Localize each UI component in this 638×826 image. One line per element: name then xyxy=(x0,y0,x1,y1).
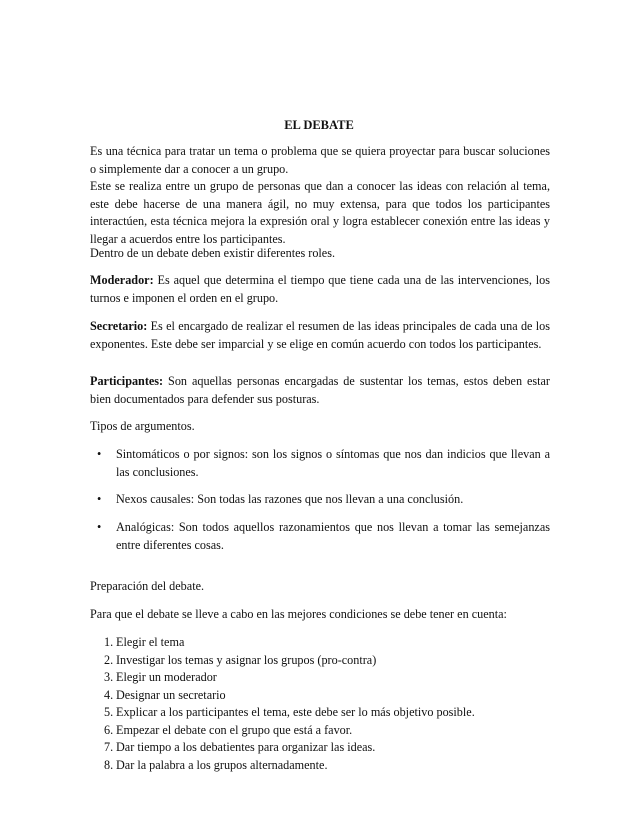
preparation-step xyxy=(90,687,550,705)
preparation-heading-text: Preparación del debate. xyxy=(90,579,205,593)
preparation-intro xyxy=(90,606,550,624)
argument-types-list xyxy=(90,446,550,481)
step-number: 4. xyxy=(104,687,114,702)
role-text-moderador: Es aquel que determina el tiempo que tiene cada una de las intervenciones, los turnos e imponen el orden en el grupo. xyxy=(90,273,550,305)
step-number: 1. xyxy=(104,635,114,649)
roles-intro-text: Dentro de un debate deben existir diferentes roles. xyxy=(90,246,336,260)
argument-type-item xyxy=(90,491,550,509)
step-number: 8. xyxy=(104,757,114,772)
step-text: Elegir un moderador xyxy=(116,670,217,684)
bullet-icon: • xyxy=(97,492,102,506)
role-moderador xyxy=(90,272,550,307)
step-text: Dar tiempo a los debatientes para organizar las ideas. xyxy=(116,740,376,754)
arguments-heading-text: Tipos de argumentos. xyxy=(90,419,195,433)
argument-types-list xyxy=(90,519,550,554)
step-number: 7. xyxy=(104,740,114,754)
role-text-participantes: Son aquellas personas encargadas de sustentar los temas, estos deben estar bien documentados para defender sus posturas. xyxy=(90,374,550,406)
step-number: 5. xyxy=(104,705,114,719)
argument-type-item xyxy=(90,519,550,554)
preparation-step xyxy=(90,704,550,722)
role-participantes xyxy=(90,373,550,408)
document-title: EL DEBATE xyxy=(284,118,354,132)
step-text: Elegir el tema xyxy=(116,635,185,649)
step-number: 2. xyxy=(104,652,114,667)
role-label-secretario: Secretario: xyxy=(90,319,148,333)
step-text: Explicar a los participantes el tema, este debe ser lo más objetivo posible. xyxy=(116,705,475,719)
bullet-icon: • xyxy=(97,520,102,534)
preparation-step xyxy=(90,739,550,757)
step-text: Empezar el debate con el grupo que está a favor. xyxy=(116,722,353,737)
preparation-step xyxy=(90,722,550,740)
step-text: Dar la palabra a los grupos alternadamente. xyxy=(116,757,328,772)
argument-types-list xyxy=(90,491,550,509)
preparation-heading xyxy=(90,578,550,596)
bullet-icon: • xyxy=(97,447,102,461)
role-text-secretario: Es el encargado de realizar el resumen de las ideas principales de cada una de los exponentes. Este debe ser imparcial y se elige en común acuerdo con todos los participantes. xyxy=(90,319,550,351)
preparation-step xyxy=(90,652,550,670)
role-label-participantes: Participantes: xyxy=(90,374,164,388)
argument-type-text: Nexos causales: Son todas las razones que nos llevan a una conclusión. xyxy=(116,492,464,506)
role-secretario xyxy=(90,318,550,353)
argument-type-text: Sintomáticos o por signos: son los signos o síntomas que nos dan indicios que llevan a las conclusiones. xyxy=(116,447,550,479)
step-number: 3. xyxy=(104,670,114,684)
argument-type-item xyxy=(90,446,550,481)
arguments-heading xyxy=(90,418,550,436)
intro-paragraph-2: Este se realiza entre un grupo de personas que dan a conocer las ideas con relación al tema, este debe hacerse de una manera ágil, no muy extensa, para que todos los participantes interactúen, esta técnica mejora la expresión oral y logra establecer conexión entre las ideas y llegar a acuerdos entre los participantes. xyxy=(90,179,550,246)
preparation-intro-text: Para que el debate se lleve a cabo en las mejores condiciones se debe tener en cuenta: xyxy=(90,607,507,621)
preparation-step xyxy=(90,757,550,775)
step-text: Investigar los temas y asignar los grupos (pro-contra) xyxy=(116,652,377,667)
preparation-step xyxy=(90,669,550,687)
step-number: 6. xyxy=(104,722,114,737)
intro-section xyxy=(90,143,550,248)
role-label-moderador: Moderador: xyxy=(90,273,154,287)
step-text: Designar un secretario xyxy=(116,687,226,702)
intro-paragraph-1: Es una técnica para tratar un tema o problema que se quiera proyectar para buscar soluciones o simplemente dar a conocer a un grupo. xyxy=(90,144,550,176)
roles-intro xyxy=(90,245,550,263)
preparation-step xyxy=(90,634,550,652)
argument-type-text: Analógicas: Son todos aquellos razonamientos que nos llevan a tomar las semejanzas entre diferentes cosas. xyxy=(116,520,550,552)
preparation-steps-list xyxy=(90,634,550,774)
